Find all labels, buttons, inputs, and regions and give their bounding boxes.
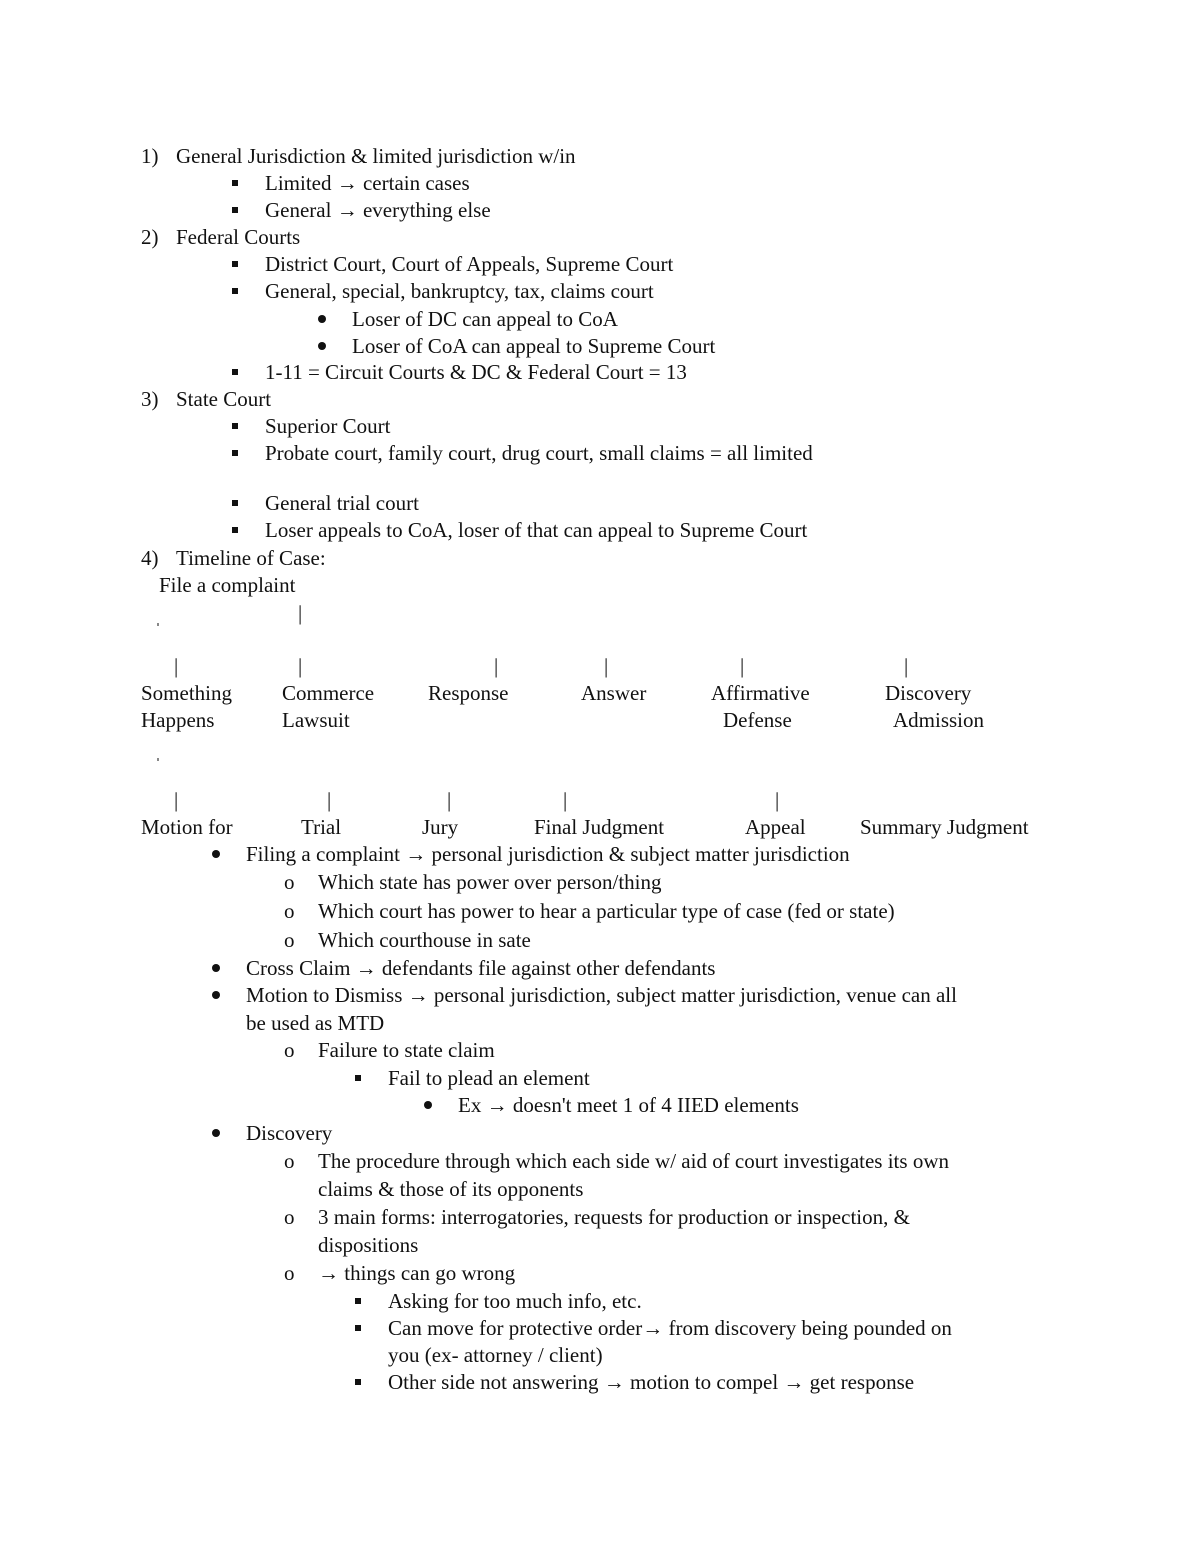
timeline-connector: | xyxy=(604,654,609,678)
timeline-stage: Affirmative xyxy=(711,681,810,705)
list-item: General trial court xyxy=(265,491,419,515)
timeline-connector: | xyxy=(494,654,499,678)
section-heading: State Court xyxy=(176,387,272,411)
timeline-stage: Answer xyxy=(581,681,647,705)
square-bullet-icon xyxy=(232,180,238,186)
timeline-stage: Jury xyxy=(422,815,459,839)
timeline-stage: Something xyxy=(141,681,233,705)
list-item: 1-11 = Circuit Courts & DC & Federal Court = 13 xyxy=(265,360,687,384)
list-item: Which courthouse in sate xyxy=(318,928,531,952)
list-item: Discovery xyxy=(246,1121,333,1145)
list-item: The procedure through which each side w/ aid of court investigates its own xyxy=(318,1149,949,1173)
section-heading: Timeline of Case: xyxy=(176,546,326,570)
timeline-stage: Response xyxy=(428,681,509,705)
list-item: Failure to state claim xyxy=(318,1038,495,1062)
round-bullet-icon xyxy=(212,964,220,972)
timeline-connector: | xyxy=(174,654,179,678)
timeline-connector: | xyxy=(298,654,303,678)
list-item: Fail to plead an element xyxy=(388,1066,590,1090)
timeline-stage: Commerce xyxy=(282,681,375,705)
square-bullet-icon xyxy=(232,207,238,213)
list-item: 3 main forms: interrogatories, requests for production or inspection, & xyxy=(318,1205,910,1229)
section-heading: Federal Courts xyxy=(176,225,301,249)
timeline-connector: | xyxy=(327,788,332,812)
timeline-stage: Admission xyxy=(893,708,985,732)
list-item: Superior Court xyxy=(265,414,391,438)
timeline-stage: Discovery xyxy=(885,681,972,705)
round-bullet-icon xyxy=(424,1101,432,1109)
list-item-continuation: claims & those of its opponents xyxy=(318,1177,584,1201)
list-item-continuation: you (ex- attorney / client) xyxy=(388,1343,603,1367)
timeline-stage: Trial xyxy=(301,815,342,839)
round-bullet-icon xyxy=(212,991,220,999)
list-item: Loser of CoA can appeal to Supreme Court xyxy=(352,334,716,358)
timeline-connector: | xyxy=(447,788,452,812)
square-bullet-icon xyxy=(355,1298,361,1304)
list-item-continuation: dispositions xyxy=(318,1233,419,1257)
hollow-bullet-icon: o xyxy=(284,1261,295,1285)
list-item-continuation: be used as MTD xyxy=(246,1011,385,1035)
list-item: Other side not answering → motion to compel → get response xyxy=(388,1370,915,1394)
timeline-connector: | xyxy=(904,654,909,678)
square-bullet-icon xyxy=(355,1379,361,1385)
list-item: Filing a complaint → personal jurisdiction & subject matter jurisdiction xyxy=(246,842,850,866)
section-number: 3) xyxy=(141,387,159,411)
timeline-connector: | xyxy=(174,788,179,812)
list-item: Ex → doesn't meet 1 of 4 IIED elements xyxy=(458,1093,799,1117)
square-bullet-icon xyxy=(232,500,238,506)
timeline-connector: | xyxy=(775,788,780,812)
square-bullet-icon xyxy=(232,288,238,294)
section-number: 4) xyxy=(141,546,159,570)
list-item: General, special, bankruptcy, tax, claims court xyxy=(265,279,654,303)
timeline-stage: Summary Judgment xyxy=(860,815,1029,839)
round-bullet-icon xyxy=(318,315,326,323)
square-bullet-icon xyxy=(232,450,238,456)
timeline-stage: Motion for xyxy=(141,815,233,839)
timeline-connector: | xyxy=(563,788,568,812)
list-item: Asking for too much info, etc. xyxy=(388,1289,642,1313)
timeline-stage: Final Judgment xyxy=(534,815,665,839)
list-item: Motion to Dismiss → personal jurisdiction, subject matter jurisdiction, venue can all xyxy=(246,983,957,1007)
section-number: 1) xyxy=(141,144,159,168)
square-bullet-icon xyxy=(355,1075,361,1081)
timeline-stage: Appeal xyxy=(745,815,806,839)
list-item: General → everything else xyxy=(265,198,491,222)
list-item: Cross Claim → defendants file against other defendants xyxy=(246,956,716,980)
timeline-stage: Happens xyxy=(141,708,215,732)
hollow-bullet-icon: o xyxy=(284,870,295,894)
square-bullet-icon xyxy=(232,527,238,533)
round-bullet-icon xyxy=(212,850,220,858)
list-item: Limited → certain cases xyxy=(265,171,470,195)
list-item: Loser appeals to CoA, loser of that can appeal to Supreme Court xyxy=(265,518,808,542)
square-bullet-icon xyxy=(355,1325,361,1331)
list-item: Which state has power over person/thing xyxy=(318,870,662,894)
timeline-tick xyxy=(157,623,159,626)
list-item: District Court, Court of Appeals, Supreme Court xyxy=(265,252,674,276)
timeline-start: File a complaint xyxy=(159,573,296,597)
timeline-stage: Lawsuit xyxy=(282,708,350,732)
hollow-bullet-icon: o xyxy=(284,1149,295,1173)
list-item: Can move for protective order→ from discovery being pounded on xyxy=(388,1316,952,1340)
square-bullet-icon xyxy=(232,423,238,429)
list-item: Probate court, family court, drug court, small claims = all limited xyxy=(265,441,813,465)
timeline-connector: | xyxy=(298,601,303,625)
hollow-bullet-icon: o xyxy=(284,1038,295,1062)
timeline-tick xyxy=(157,758,159,761)
section-number: 2) xyxy=(141,225,159,249)
list-item: Which court has power to hear a particular type of case (fed or state) xyxy=(318,899,895,923)
timeline-connector: | xyxy=(740,654,745,678)
timeline-stage: Defense xyxy=(723,708,792,732)
section-heading: General Jurisdiction & limited jurisdiction w/in xyxy=(176,144,576,168)
hollow-bullet-icon: o xyxy=(284,928,295,952)
list-item: Loser of DC can appeal to CoA xyxy=(352,307,618,331)
list-item: → things can go wrong xyxy=(318,1261,516,1285)
square-bullet-icon xyxy=(232,369,238,375)
hollow-bullet-icon: o xyxy=(284,899,295,923)
round-bullet-icon xyxy=(318,342,326,350)
round-bullet-icon xyxy=(212,1129,220,1137)
square-bullet-icon xyxy=(232,261,238,267)
hollow-bullet-icon: o xyxy=(284,1205,295,1229)
